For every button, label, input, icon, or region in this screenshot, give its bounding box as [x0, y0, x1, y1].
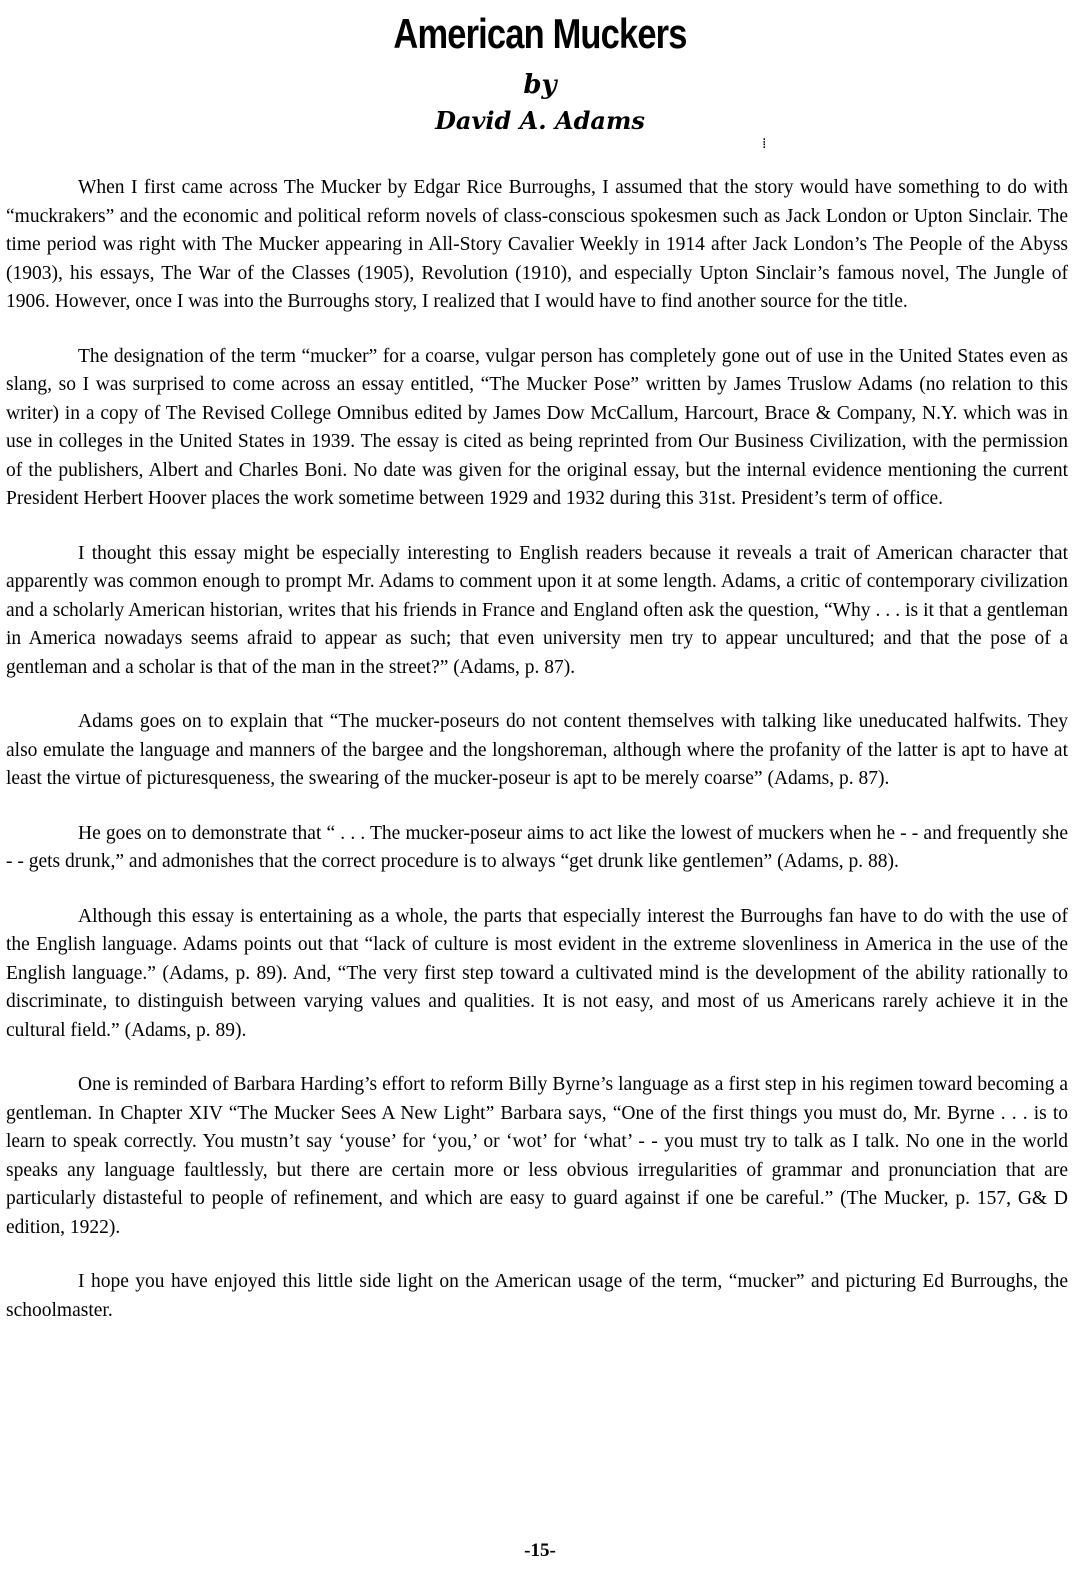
paragraph-8: I hope you have enjoyed this little side light on the American usage of the term, “mucker” and picturing Ed Burroughs, the schoolmaster. [6, 1271, 1068, 1321]
paragraph-3: I thought this essay might be especially interesting to English readers because it reveals a trait of American character that apparently was common enough to prompt Mr. Adams to comment upon it at some length. Adams, a critic of contemporary civilization and a scholarly American historian, writes that his friends in France and England often ask the question, “Why . . . is it that a gentleman in America nowadays seems afraid to appear as such; that even university men try to appear uncultured; and that the pose of a gentleman and a scholar is that of the man in the street?” (Adams, p. 87). [6, 542, 1068, 678]
paragraph-7: One is reminded of Barbara Harding’s effort to reform Billy Byrne’s language as a first step in his regimen toward becoming a gentleman. In Chapter XIV “The Mucker Sees A New Light” Barbara says, “One of the first things you must do, Mr. Byrne . . . is to learn to speak correctly. You mustn’t say ‘youse’ for ‘you,’ or ‘wot’ for ‘what’ - - you must try to talk as I talk. No one in the world speaks any language faultlessly, but there are certain more or less obvious irregularities of grammar and pronunciation that are particularly distasteful to people of refinement, and which are easy to guard against if one be careful.” (The Mucker, p. 157, G& D edition, 1922). [6, 1074, 1068, 1238]
paragraph-2: The designation of the term “mucker” for a coarse, vulgar person has completely gone out of use in the United States even as slang, so I was surprised to come across an essay entitled, “The Mucker Pose” written by James Truslow Adams (no relation to this writer) in a copy of The Revised College Omnibus edited by James Dow McCallum, Harcourt, Brace & Company, N.Y. which was in use in colleges in the United States in 1939. The essay is cited as being reprinted from Our Business Civilization, with the permission of the publishers, Albert and Charles Boni. No date was given for the original essay, but the internal evidence mentioning the current President Herbert Hoover places the work sometime between 1929 and 1932 during this 31st. President’s term of office. [6, 345, 1068, 509]
paragraph-6: Although this essay is entertaining as a whole, the parts that especially interest the Burroughs fan have to do with the use of the English language. Adams points out that “lack of culture is most evident in the extreme slovenliness in America in the use of the English language.” (Adams, p. 89). And, “The very first step toward a cultivated mind is the development of the ability rationally to discriminate, to distinguish between varying values and qualities. It is not easy, and most of us Americans rarely achieve it in the cultural field.” (Adams, p. 89). [6, 905, 1068, 1041]
page-number: -15- [524, 1540, 556, 1561]
paragraph-4: Adams goes on to explain that “The mucker-poseurs do not content themselves with talking like uneducated halfwits. They also emulate the language and manners of the bargee and the longshoreman, although where the profanity of the latter is apt to have at least the virtue of picturesqueness, the swearing of the mucker-poseur is apt to be merely coarse” (Adams, p. 87). [6, 711, 1068, 789]
article-body [6, 174, 1068, 1351]
paragraph-5: He goes on to demonstrate that “ . . . The mucker-poseur aims to act like the lowest of muckers when he - - and frequently she - - gets drunk,” and admonishes that the correct procedure is to always “get drunk like gentlemen” (Adams, p. 88). [6, 822, 1068, 872]
stray-mark-icon: ⁞ [762, 136, 767, 152]
byline-author: David A. Adams [435, 106, 645, 135]
paragraph-1: When I first came across The Mucker by Edgar Rice Burroughs, I assumed that the story would have something to do with “muckrakers” and the economic and political reform novels of class-conscious spokesmen such as Jack London or Upton Sinclair. The time period was right with The Mucker appearing in All-Story Cavalier Weekly in 1914 after Jack London’s The People of the Abyss (1903), his essays, The War of the Classes (1905), Revolution (1910), and especially Upton Sinclair’s famous novel, The Jungle of 1906. However, once I was into the Burroughs story, I realized that I would have to find another source for the title. [6, 177, 1068, 312]
byline-by: by [523, 70, 557, 100]
article-title: American Muckers [393, 10, 687, 57]
